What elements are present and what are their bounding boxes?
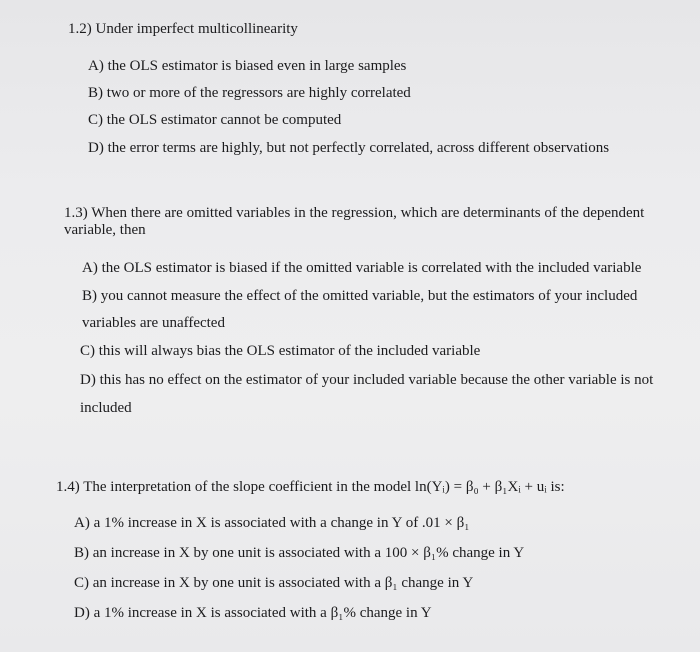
question-1-3-option-d-line1: D) this has no effect on the estimator of your included variable because the other variable is not: [80, 372, 654, 388]
question-1-4-stem: 1.4) The interpretation of the slope coefficient in the model ln(Yᵢ) = β₀ + β₁Xᵢ + uᵢ is:: [56, 479, 565, 495]
question-1-2-option-a: A) the OLS estimator is biased even in large samples: [88, 58, 407, 74]
question-1-3-option-d-line2: included: [80, 400, 132, 416]
question-1-2-option-c: C) the OLS estimator cannot be computed: [88, 112, 342, 128]
question-1-4-option-d: D) a 1% increase in X is associated with a β₁% change in Y: [74, 605, 432, 621]
question-1-4-option-a: A) a 1% increase in X is associated with a change in Y of .01 × β₁: [74, 515, 470, 531]
question-1-3-option-b-line1: B) you cannot measure the effect of the omitted variable, but the estimators of your included: [82, 288, 638, 304]
question-1-4-option-b: B) an increase in X by one unit is associated with a 100 × β₁% change in Y: [74, 545, 525, 561]
question-1-2-option-b: B) two or more of the regressors are highly correlated: [88, 85, 411, 101]
question-1-4-option-c: C) an increase in X by one unit is associated with a β₁ change in Y: [74, 575, 474, 591]
question-1-3-option-a: A) the OLS estimator is biased if the omitted variable is correlated with the included variable: [82, 260, 642, 276]
question-1-2-option-d: D) the error terms are highly, but not perfectly correlated, across different observations: [88, 140, 610, 156]
question-1-3-stem-line2: variable, then: [64, 222, 146, 238]
question-1-3-option-c: C) this will always bias the OLS estimator of the included variable: [80, 343, 481, 359]
question-1-3-option-b-line2: variables are unaffected: [82, 315, 225, 331]
question-1-2-stem: 1.2) Under imperfect multicollinearity: [68, 21, 298, 37]
question-1-3-stem-line1: 1.3) When there are omitted variables in the regression, which are determinants of the dependent: [64, 205, 645, 221]
